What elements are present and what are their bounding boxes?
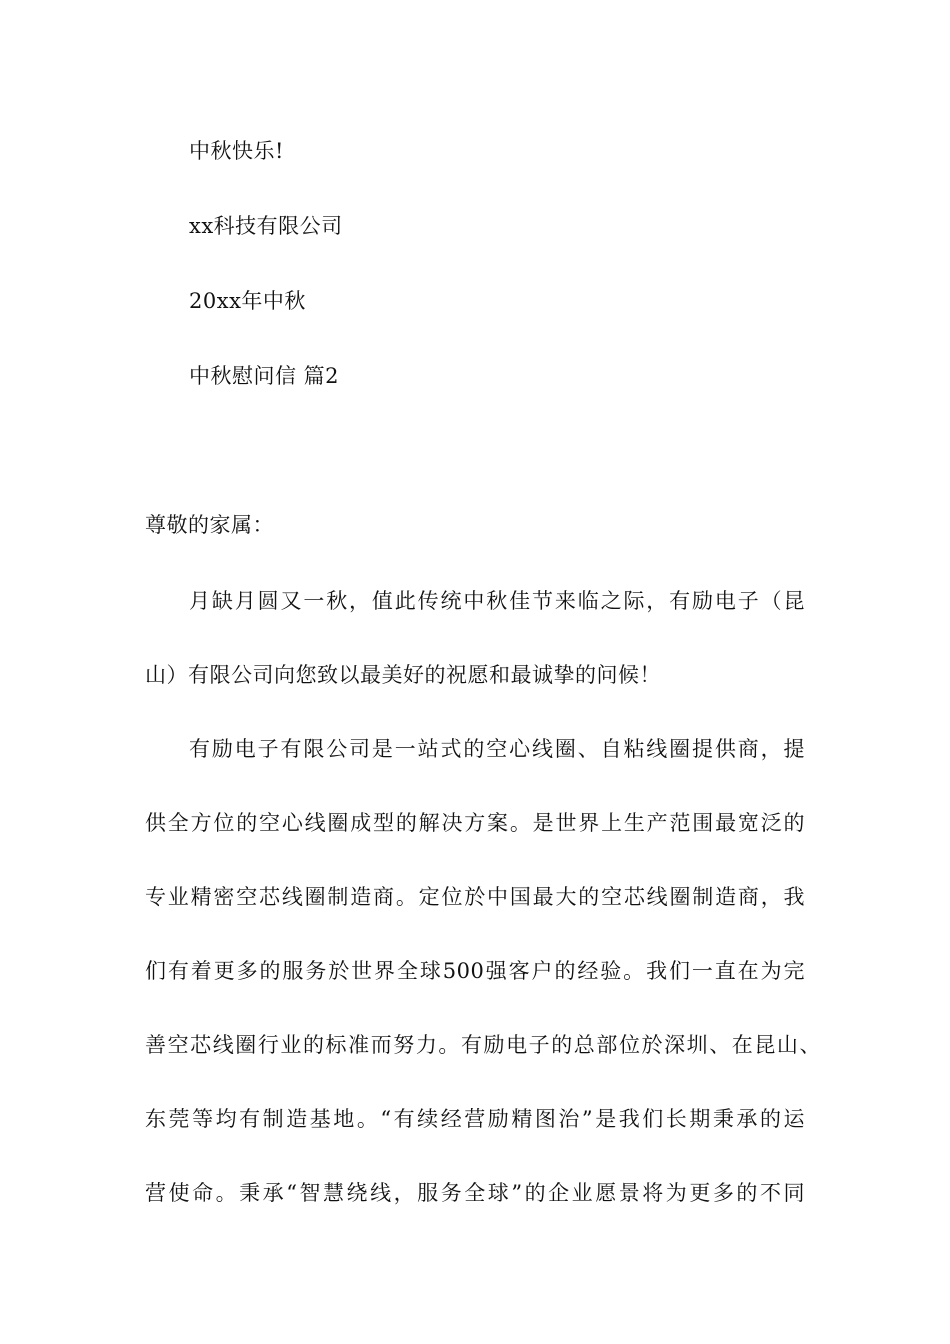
paragraph-2-line-3: 专业精密空芯线圈制造商。定位於中国最大的空芯线圈制造商，我 [145, 885, 805, 909]
paragraph-2-line-6: 东莞等均有制造基地。“有续经营励精图治”是我们长期秉承的运 [145, 1107, 805, 1131]
paragraph-1-line-2: 山）有限公司向您致以最美好的祝愿和最诚挚的问候！ [145, 663, 661, 687]
paragraph-2-line-5: 善空芯线圈行业的标准而努力。有励电子的总部位於深圳、在昆山、 [145, 1033, 821, 1057]
paragraph-2-line-7: 营使命。秉承“智慧绕线，服务全球”的企业愿景将为更多的不同 [145, 1181, 805, 1205]
section-title: 中秋慰问信 篇2 [189, 364, 340, 388]
letter-salutation: 尊敬的家属： [145, 513, 274, 537]
paragraph-2-line-4: 们有着更多的服务於世界全球500强客户的经验。我们一直在为完 [145, 959, 805, 983]
paragraph-2-line-2: 供全方位的空心线圈成型的解决方案。是世界上生产范围最宽泛的 [145, 811, 805, 835]
closing-greeting: 中秋快乐! [189, 139, 284, 163]
paragraph-1-line-1: 月缺月圆又一秋，值此传统中秋佳节来临之际，有励电子（昆 [189, 589, 805, 613]
closing-company: xx科技有限公司 [189, 214, 343, 238]
paragraph-2-line-1: 有励电子有限公司是一站式的空心线圈、自粘线圈提供商，提 [189, 737, 805, 761]
closing-date: 20xx年中秋 [189, 289, 306, 313]
